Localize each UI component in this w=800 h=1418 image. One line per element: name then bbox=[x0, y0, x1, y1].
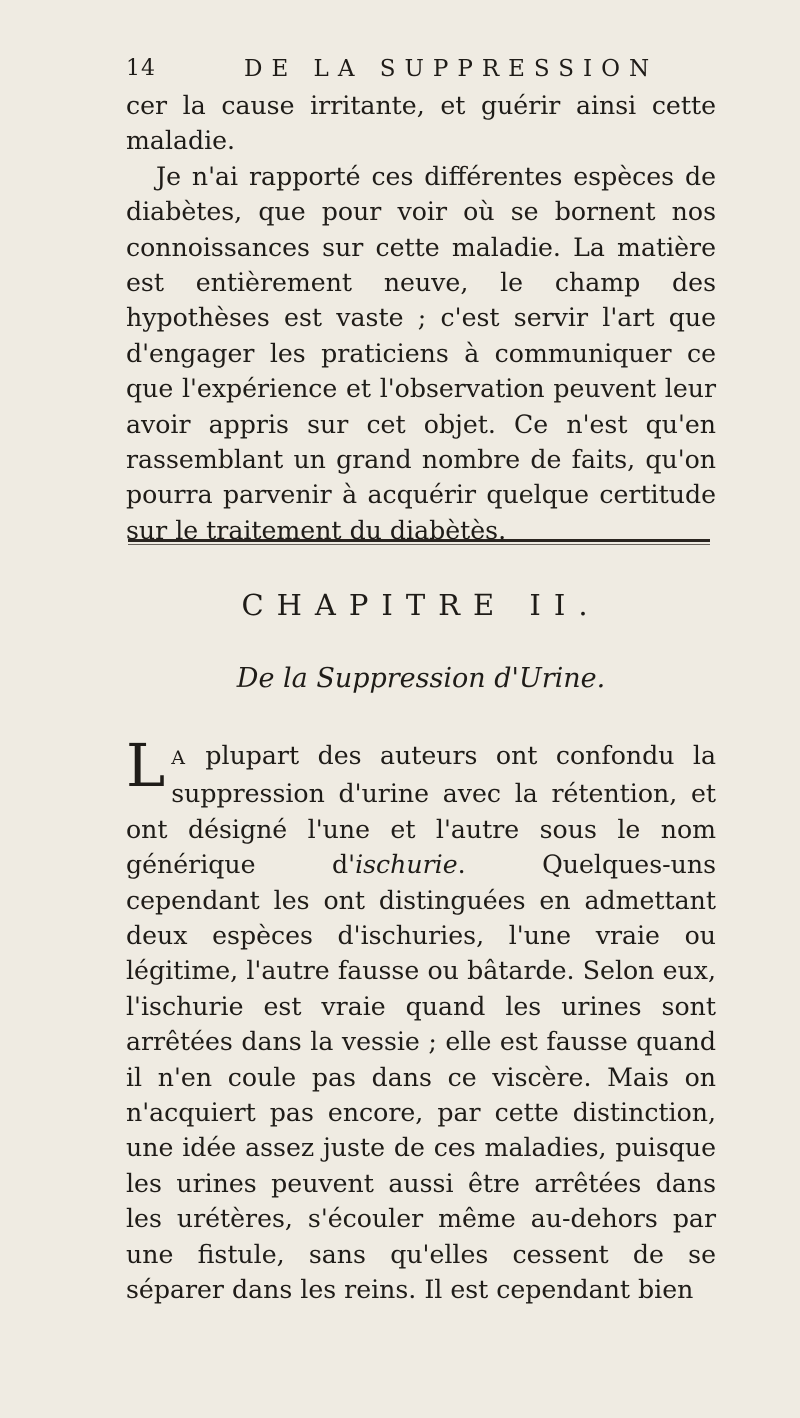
italic-term: ischurie bbox=[355, 850, 458, 880]
body-text-start: plupart des auteurs ont confondu la suppression d'urine avec la rétention, et ont désigné l'une et l'autre sous le nom générique d' bbox=[126, 741, 716, 880]
intro-section bbox=[126, 88, 716, 548]
page-number: 14 bbox=[126, 56, 156, 81]
chapter-body bbox=[126, 731, 717, 1308]
drop-cap: L bbox=[126, 731, 166, 800]
paragraph-continuation: cer la cause irritante, et guérir ainsi cette maladie. bbox=[126, 91, 716, 156]
chapter-subtitle: De la Suppression d'Urine. bbox=[236, 663, 606, 694]
paragraph-diabetes: Je n'ai rapporté ces différentes espèces de diabètes, que pour voir où se bornent nos connoissances sur cette maladie. La matière est entièrement neuve, le champ des hypothèses est vaste ; c'est servir l'art que d'engager les praticiens à communiquer ce que l'expérience et l'observation peuvent leur avoir appris sur cet objet. Ce n'est qu'en rassemblant un grand nombre de faits, qu'on pourra parvenir à acquérir quelque certitude sur le traitement du diabètès. bbox=[126, 161, 716, 545]
paragraph-suppression bbox=[126, 731, 717, 1308]
smallcaps-letters: A bbox=[171, 747, 187, 769]
section-divider bbox=[128, 539, 710, 542]
running-head bbox=[126, 56, 706, 90]
running-title: DE LA SUPPRESSION bbox=[244, 56, 659, 82]
body-text-rest: . Quelques-uns cependant les ont distinguées en admettant deux espèces d'ischuries, l'une vraie ou légitime, l'autre fausse ou bâtarde. Selon eux, l'ischurie est vraie quand les urines sont arrêtées dans la vessie ; elle est fausse quand il n'en coule pas dans ce viscère. Mais on n'acquiert pas encore, par cette distinction, une idée assez juste de ces maladies, puisque les urines peuvent aussi être arrêtées dans les urétères, s'écouler même au-dehors par une fistule, sans qu'elles cessent de se séparer dans les reins. Il est cependant bien bbox=[126, 850, 717, 1305]
chapter-title: CHAPITRE II. bbox=[241, 588, 601, 622]
